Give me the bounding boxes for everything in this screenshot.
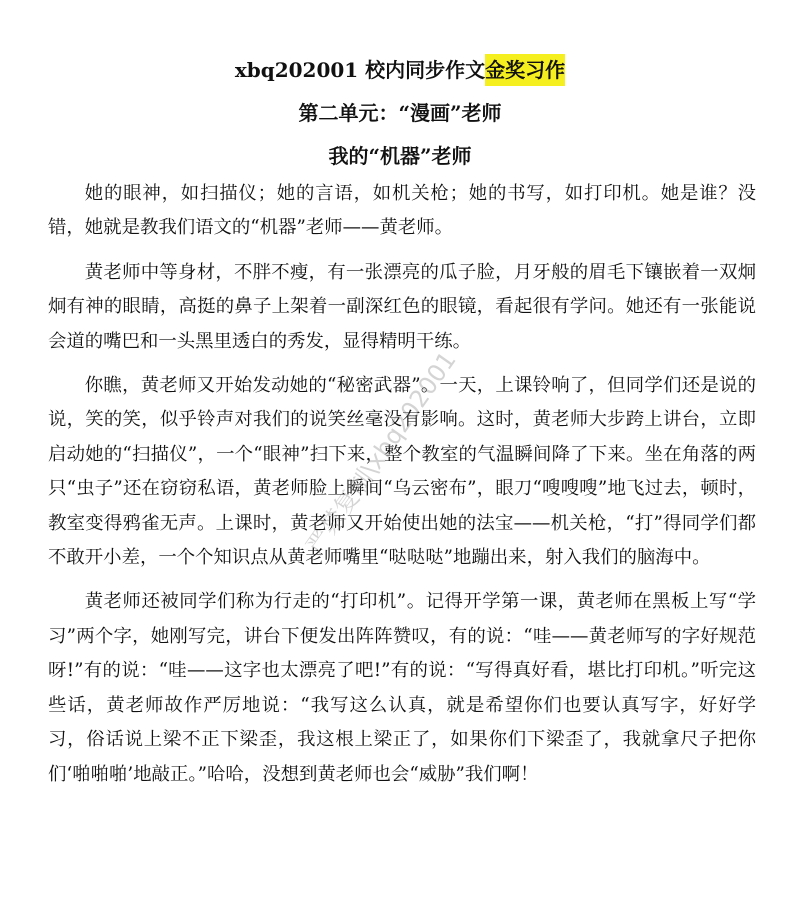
watermark: 严禁复制\xbq202001 — [300, 346, 462, 560]
unit-title: 第二单元：“漫画”老师 — [298, 101, 502, 125]
title-highlight: 金奖习作 — [485, 54, 565, 86]
paragraph: 你瞧，黄老师又开始发动她的“秘密武器”。一天，上课铃响了，但同学们还是说的说，笑的笑，似乎铃声对我们的说笑丝毫没有影响。这时，黄老师大步跨上讲台，立即启动她的“扫描仪”，一个“眼神”扫下来，整个教室的气温瞬间降了下来。坐在角落的两只“虫子”还在窃窃私语，黄老师脸上瞬间“乌云密布”，眼刀“嗖嗖嗖”地飞过去，顿时，教室变得鸦雀无声。上课时，黄老师又开始使出她的法宝——机关枪，“打”得同学们都不敢开小差，一个个知识点从黄老师嘴里“哒哒哒”地蹦出来，射入我们的脑海中。 — [48, 375, 756, 569]
essay-title: 我的“机器”老师 — [328, 144, 472, 168]
paragraph: 黄老师中等身材，不胖不瘦，有一张漂亮的瓜子脸，月牙般的眉毛下镶嵌着一双炯炯有神的眼睛，高挺的鼻子上架着一副深红色的眼镜，看起很有学问。她还有一张能说会道的嘴巴和一头黑里透白的秀发，显得精明干练。 — [48, 261, 756, 352]
essay-body — [48, 177, 756, 802]
paragraph: 黄老师还被同学们称为行走的“打印机”。记得开学第一课，黄老师在黑板上写“学习”两个字，她刚写完，讲台下便发出阵阵赞叹，有的说：“哇——黄老师写的字好规范呀!”有的说：“哇——这字也太漂亮了吧!”有的说：“写得真好看，堪比打印机。”听完这些话，黄老师故作严厉地说：“我写这么认真，就是希望你们也要认真写字，好好学习，俗话说上梁不正下梁歪，我这根上梁正了，如果你们下梁歪了，我就拿尺子把你们‘啪啪啪’地敲正。”哈哈，没想到黄老师也会“威胁”我们啊！ — [48, 591, 756, 785]
document-title — [0, 56, 800, 84]
paragraph: 她的眼神，如扫描仪；她的言语，如机关枪；她的书写，如打印机。她是谁？没错，她就是教我们语文的“机器”老师——黄老师。 — [48, 183, 756, 239]
title-prefix: xbq202001 校内同步作文 — [234, 58, 486, 82]
